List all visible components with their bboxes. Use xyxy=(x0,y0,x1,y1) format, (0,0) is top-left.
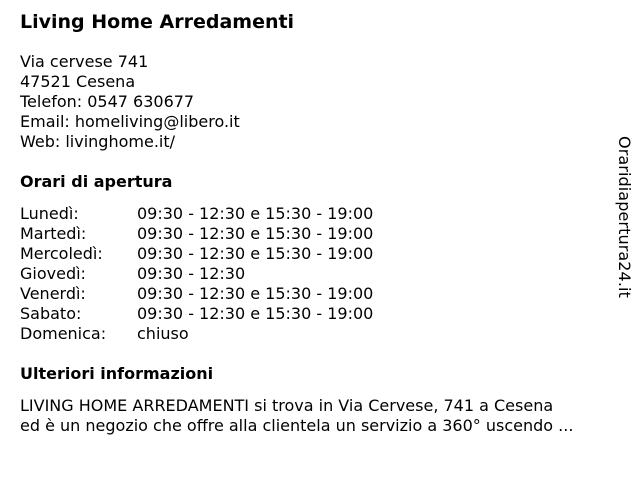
hours-table xyxy=(20,204,610,344)
hours-day: Domenica: xyxy=(20,324,107,343)
hours-row-sunday xyxy=(20,324,610,344)
business-name: Living Home Arredamenti xyxy=(20,11,295,33)
hours-time: 09:30 - 12:30 e 15:30 - 19:00 xyxy=(137,204,374,223)
hours-heading: Orari di apertura xyxy=(20,172,173,191)
hours-time: 09:30 - 12:30 e 15:30 - 19:00 xyxy=(137,244,374,263)
hours-day: Mercoledì: xyxy=(20,244,103,263)
hours-row-tuesday xyxy=(20,224,610,244)
info-description xyxy=(20,396,610,436)
hours-day: Giovedì: xyxy=(20,264,86,283)
hours-row-thursday xyxy=(20,264,610,284)
hours-row-friday xyxy=(20,284,610,304)
hours-time: 09:30 - 12:30 e 15:30 - 19:00 xyxy=(137,224,374,243)
hours-time: 09:30 - 12:30 e 15:30 - 19:00 xyxy=(137,304,374,323)
hours-day: Lunedì: xyxy=(20,204,79,223)
phone-line: Telefon: 0547 630677 xyxy=(20,92,195,111)
hours-day: Venerdì: xyxy=(20,284,86,303)
address-street: Via cervese 741 xyxy=(20,52,149,71)
address-block xyxy=(20,52,610,152)
email-line: Email: homeliving@libero.it xyxy=(20,112,240,131)
address-city: 47521 Cesena xyxy=(20,72,136,91)
hours-row-wednesday xyxy=(20,244,610,264)
info-heading: Ulteriori informazioni xyxy=(20,364,214,383)
site-watermark-text: Oraridiapertura24.it xyxy=(615,136,634,298)
site-watermark xyxy=(612,136,636,312)
hours-time: 09:30 - 12:30 e 15:30 - 19:00 xyxy=(137,284,374,303)
hours-time: 09:30 - 12:30 xyxy=(137,264,246,283)
hours-day: Martedì: xyxy=(20,224,87,243)
business-card xyxy=(20,10,610,436)
hours-day: Sabato: xyxy=(20,304,82,323)
web-line: Web: livinghome.it/ xyxy=(20,132,176,151)
info-line: LIVING HOME ARREDAMENTI si trova in Via Cervese, 741 a Cesena xyxy=(20,396,554,415)
hours-time: chiuso xyxy=(137,324,189,343)
info-line: ed è un negozio che offre alla clientela un servizio a 360° uscendo ... xyxy=(20,416,574,435)
hours-row-monday xyxy=(20,204,610,224)
hours-row-saturday xyxy=(20,304,610,324)
